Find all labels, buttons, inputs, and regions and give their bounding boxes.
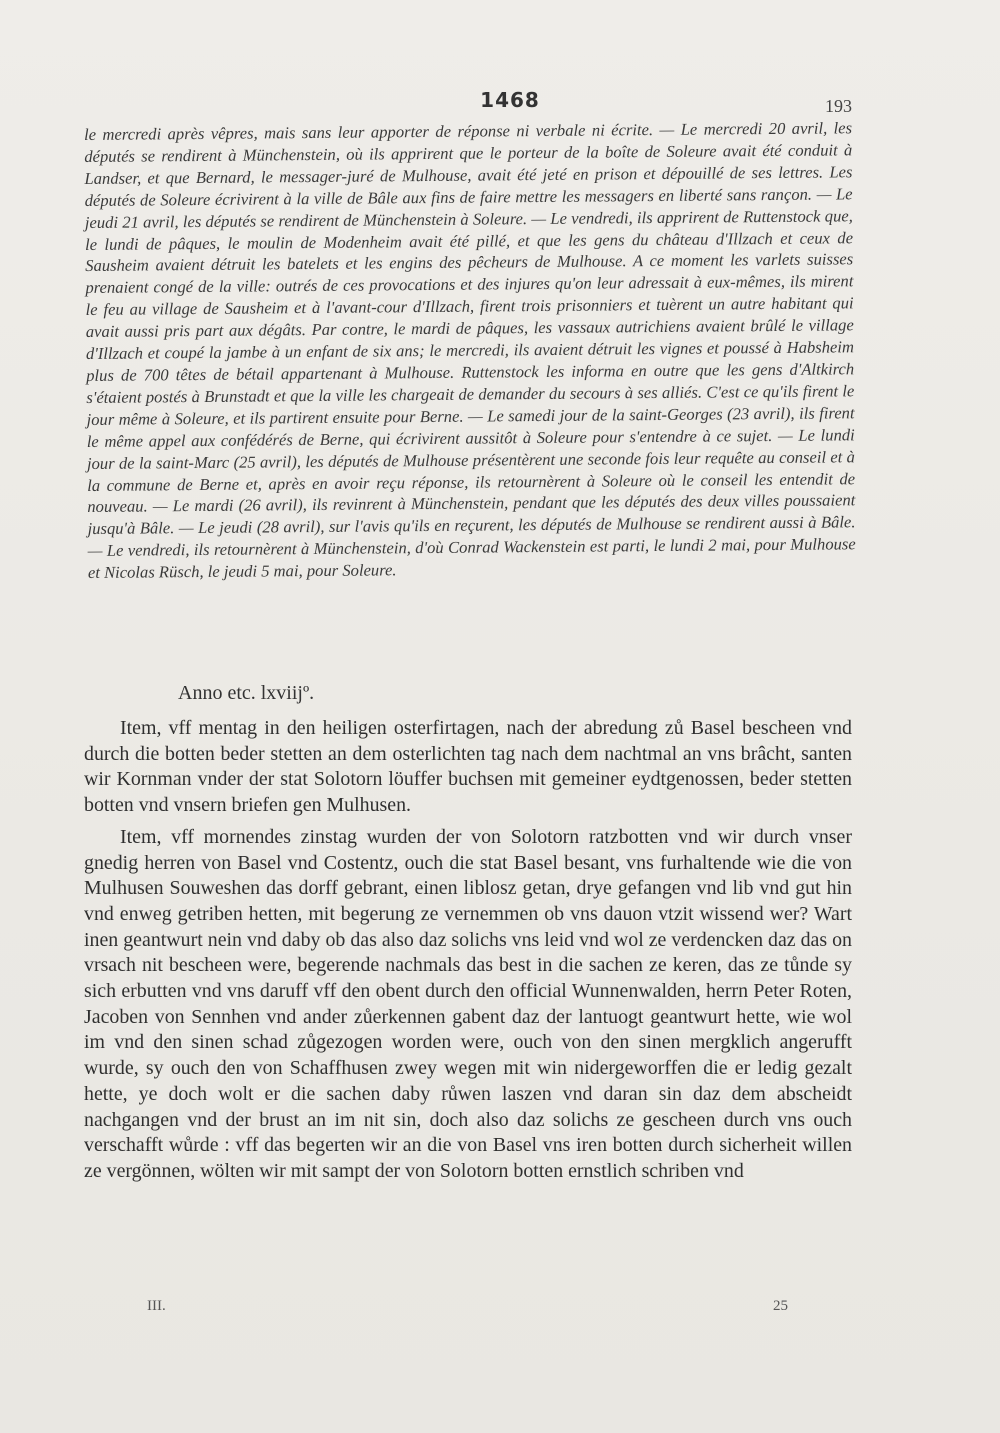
page-footer [0,1298,1000,1320]
volume-mark: III. [147,1298,166,1314]
sheet-signature: 25 [773,1298,788,1314]
paragraph: Item, vff mornendes zinstag wurden der von Solotorn ratzbotten vnd wir durch vnser gnedig herren von Basel vnd Costentz, ouch die stat Basel besant, vns furhaltende wie die von Mulhusen Souweshen das dorff gebrant, einen liblosz getan, drye gefangen vnd lib vnd gut hin vnd enweg getriben hetten, mit begerung ze vernemmen ob vns dauon vtzit wissend wer? Wart inen geantwurt nein vnd daby ob das also daz solichs vns leid vnd wol ze verdencken daz das on vrsach nit bescheen were, begerende nachmals das best in die sachen ze keren, das ze tůnde sy sich erbutten vnd vns daruff vff den obent durch den official Wunnenwalden, herrn Peter Roten, Jacoben von Sennhen vnd ander zůerkennen gabent daz der lantuogt geantwurt hette, wie wol im vnd den sinen schad zůgezogen worden were, ouch von den sinen mergklich angerufft wurde, sy ouch den von Schaffhusen zwey wegen mit win nidergeworffen die er ledig gezalt hette, ye doch wolt er die sachen daby růwen laszen vnd daran sin daz dem abscheidt nachgangen vnd der brust an im nit sin, doch also daz solichs ze gescheen durch vns ouch verschafft wůrde : vff das begerten wir an die von Basel vns iren botten durch sicherheit willen ze vergönnen, wölten wir mit sampt der von Solotorn botten ernstlich schriben vnd [84,825,852,1182]
paragraph: Item, vff mentag in den heiligen osterfirtagen, nach der abredung zů Basel bescheen vnd durch die botten beder stetten an dem osterlichten tag nach dem nachtmal an vns brâcht, santen wir Kornman vnder der stat Solotorn löuffer buchsen mit gemeiner eydtgenossen, beder stetten botten vnd vnsern briefen gen Mulhusen. [84,717,852,817]
section-heading: Anno etc. lxviijº. [178,682,315,704]
running-head [0,88,1000,114]
french-summary: le mercredi après vêpres, mais sans leur apporter de réponse ni verbale ni écrite. — Le mercredi 20 avril, les députés se rendirent à Münchenstein, où ils apprirent que le porteur de la boîte de Soleure avait été conduit à Landser, et que Bernard, le messager-juré de Mulhouse, avait été jeté en prison et dépouillé de ses lettres. Les députés de Soleure écrivirent à la ville de Bâle aux fins de faire mettre les messagers en liberté sans rançon. — Le jeudi 21 avril, les députés se rendirent de Münchenstein à Soleure. — Le vendredi, ils apprirent de Ruttenstock que, le lundi de pâques, le moulin de Modenheim avait été pillé, et que les gens du château d'Illzach et ceux de Sausheim avaient détruit les batelets et les engins des pêcheurs de Mulhouse. A ce moment les varlets suisses prenaient congé de la ville: outrés de ces provocations et des injures qu'on leur adressait à eux-mêmes, ils mirent le feu au village de Sausheim et à l'avant-cour d'Illzach, firent trois prisonniers et tuèrent un autre habitant qui avait aussi pris part aux dégâts. Par contre, le mardi de pâques, les vassaux autrichiens avaient brûlé le village d'Illzach et coupé la jambe à un enfant de six ans; le mercredi, ils avaient détruit les vignes et poussé à Habsheim plus de 700 têtes de bétail appartenant à Mulhouse. Ruttenstock les informa en outre que les gens d'Altkirch s'étaient postés à Brunstadt et que la ville les chargeait de demander du secours à ses alliés. C'est ce qu'ils firent le jour même à Soleure, et ils partirent ensuite pour Berne. — Le samedi jour de la saint-Georges (23 avril), ils firent le même appel aux confédérés de Berne, qui écrivirent aussitôt à Soleure pour s'entendre à ce sujet. — Le lundi jour de la saint-Marc (25 avril), les députés de Mulhouse présentèrent une seconde fois leur requête au conseil et à la commune de Berne et, après en avoir reçu réponse, ils retournèrent à Soleure où le conseil les entendit de nouveau. — Le mardi (26 avril), ils revinrent à Münchenstein, pendant que les députés des deux villes poussaient jusqu'à Bâle. — Le jeudi (28 avril), sur l'avis qu'ils en reçurent, les députés de Mulhouse se rendirent aussi à Bâle. — Le vendredi, ils retournèrent à Münchenstein, d'où Conrad Wackenstein est parti, le lundi 2 mai, pour Mulhouse et Nicolas Rüsch, le jeudi 5 mai, pour Soleure. [84,118,856,583]
page-number: 193 [825,96,852,116]
main-text [84,716,852,1191]
page-title: 1468 [480,88,540,112]
